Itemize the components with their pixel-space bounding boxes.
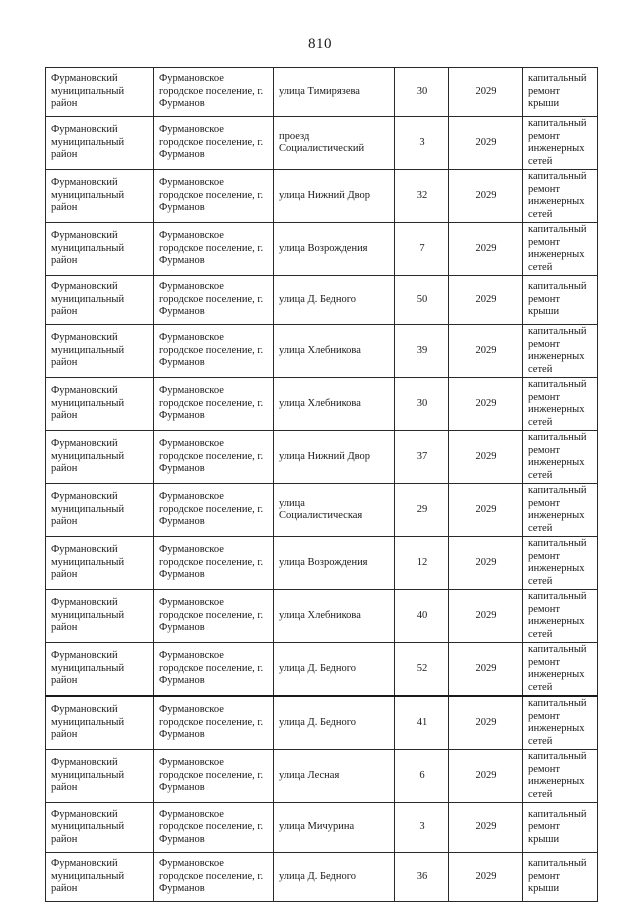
year-cell: 2029 xyxy=(449,484,523,537)
table-row xyxy=(46,325,598,378)
table-row xyxy=(46,590,598,643)
settlement-cell: Фурмановское городское поселение, г. Фурманов xyxy=(154,68,274,117)
house-number-cell: 7 xyxy=(395,223,449,276)
work-type-cell: капитальный ремонт инженерных сетей xyxy=(523,537,598,590)
street-cell: улица Нижний Двор xyxy=(274,431,395,484)
district-cell: Фурмановский муниципальный район xyxy=(46,696,154,750)
street-cell: улица Тимирязева xyxy=(274,68,395,117)
work-type-cell: капитальный ремонт инженерных сетей xyxy=(523,223,598,276)
district-cell: Фурмановский муниципальный район xyxy=(46,484,154,537)
street-cell: улица Д. Бедного xyxy=(274,643,395,697)
settlement-cell: Фурмановское городское поселение, г. Фурманов xyxy=(154,117,274,170)
house-number-cell: 12 xyxy=(395,537,449,590)
settlement-cell: Фурмановское городское поселение, г. Фурманов xyxy=(154,643,274,697)
district-cell: Фурмановский муниципальный район xyxy=(46,750,154,803)
year-cell: 2029 xyxy=(449,537,523,590)
table-row xyxy=(46,223,598,276)
house-number-cell: 40 xyxy=(395,590,449,643)
settlement-cell: Фурмановское городское поселение, г. Фурманов xyxy=(154,750,274,803)
year-cell: 2029 xyxy=(449,170,523,223)
table-row xyxy=(46,643,598,697)
district-cell: Фурмановский муниципальный район xyxy=(46,803,154,853)
district-cell: Фурмановский муниципальный район xyxy=(46,590,154,643)
house-number-cell: 36 xyxy=(395,853,449,902)
street-cell: улица Хлебникова xyxy=(274,378,395,431)
settlement-cell: Фурмановское городское поселение, г. Фурманов xyxy=(154,696,274,750)
district-cell: Фурмановский муниципальный район xyxy=(46,853,154,902)
settlement-cell: Фурмановское городское поселение, г. Фурманов xyxy=(154,170,274,223)
house-number-cell: 39 xyxy=(395,325,449,378)
street-cell: улица Хлебникова xyxy=(274,590,395,643)
district-cell: Фурмановский муниципальный район xyxy=(46,117,154,170)
district-cell: Фурмановский муниципальный район xyxy=(46,170,154,223)
house-number-cell: 29 xyxy=(395,484,449,537)
house-number-cell: 3 xyxy=(395,803,449,853)
district-cell: Фурмановский муниципальный район xyxy=(46,537,154,590)
street-cell: улица Д. Бедного xyxy=(274,696,395,750)
table-row xyxy=(46,853,598,902)
street-cell: улица Д. Бедного xyxy=(274,853,395,902)
year-cell: 2029 xyxy=(449,223,523,276)
house-number-cell: 32 xyxy=(395,170,449,223)
street-cell: улица Возрождения xyxy=(274,223,395,276)
page-number: 810 xyxy=(308,36,332,52)
table-row xyxy=(46,276,598,325)
work-type-cell: капитальный ремонт инженерных сетей xyxy=(523,431,598,484)
district-cell: Фурмановский муниципальный район xyxy=(46,431,154,484)
year-cell: 2029 xyxy=(449,803,523,853)
house-number-cell: 50 xyxy=(395,276,449,325)
street-cell: улица Д. Бедного xyxy=(274,276,395,325)
year-cell: 2029 xyxy=(449,325,523,378)
settlement-cell: Фурмановское городское поселение, г. Фурманов xyxy=(154,537,274,590)
street-cell: улица Возрождения xyxy=(274,537,395,590)
settlement-cell: Фурмановское городское поселение, г. Фурманов xyxy=(154,853,274,902)
year-cell: 2029 xyxy=(449,696,523,750)
table-row xyxy=(46,378,598,431)
settlement-cell: Фурмановское городское поселение, г. Фурманов xyxy=(154,223,274,276)
table-row xyxy=(46,537,598,590)
settlement-cell: Фурмановское городское поселение, г. Фурманов xyxy=(154,484,274,537)
settlement-cell: Фурмановское городское поселение, г. Фурманов xyxy=(154,325,274,378)
street-cell: улица Нижний Двор xyxy=(274,170,395,223)
district-cell: Фурмановский муниципальный район xyxy=(46,68,154,117)
district-cell: Фурмановский муниципальный район xyxy=(46,325,154,378)
table-row xyxy=(46,431,598,484)
work-type-cell: капитальный ремонт инженерных сетей xyxy=(523,378,598,431)
house-number-cell: 41 xyxy=(395,696,449,750)
table-row xyxy=(46,68,598,117)
table-row xyxy=(46,803,598,853)
settlement-cell: Фурмановское городское поселение, г. Фурманов xyxy=(154,590,274,643)
district-cell: Фурмановский муниципальный район xyxy=(46,378,154,431)
house-number-cell: 3 xyxy=(395,117,449,170)
table-row xyxy=(46,696,598,750)
house-number-cell: 30 xyxy=(395,68,449,117)
table-row xyxy=(46,170,598,223)
table-row xyxy=(46,750,598,803)
table-row xyxy=(46,484,598,537)
settlement-cell: Фурмановское городское поселение, г. Фурманов xyxy=(154,803,274,853)
work-type-cell: капитальный ремонт инженерных сетей xyxy=(523,325,598,378)
year-cell: 2029 xyxy=(449,431,523,484)
work-type-cell: капитальный ремонт крыши xyxy=(523,853,598,902)
settlement-cell: Фурмановское городское поселение, г. Фурманов xyxy=(154,378,274,431)
repair-schedule-table xyxy=(45,67,598,902)
house-number-cell: 6 xyxy=(395,750,449,803)
work-type-cell: капитальный ремонт инженерных сетей xyxy=(523,696,598,750)
house-number-cell: 52 xyxy=(395,643,449,697)
year-cell: 2029 xyxy=(449,853,523,902)
district-cell: Фурмановский муниципальный район xyxy=(46,643,154,697)
year-cell: 2029 xyxy=(449,276,523,325)
street-cell: улица Хлебникова xyxy=(274,325,395,378)
street-cell: проезд Социалистический xyxy=(274,117,395,170)
house-number-cell: 37 xyxy=(395,431,449,484)
street-cell: улица Лесная xyxy=(274,750,395,803)
settlement-cell: Фурмановское городское поселение, г. Фурманов xyxy=(154,431,274,484)
district-cell: Фурмановский муниципальный район xyxy=(46,276,154,325)
year-cell: 2029 xyxy=(449,750,523,803)
year-cell: 2029 xyxy=(449,590,523,643)
year-cell: 2029 xyxy=(449,378,523,431)
work-type-cell: капитальный ремонт крыши xyxy=(523,276,598,325)
year-cell: 2029 xyxy=(449,68,523,117)
work-type-cell: капитальный ремонт инженерных сетей xyxy=(523,750,598,803)
settlement-cell: Фурмановское городское поселение, г. Фурманов xyxy=(154,276,274,325)
work-type-cell: капитальный ремонт инженерных сетей xyxy=(523,170,598,223)
table-row xyxy=(46,117,598,170)
district-cell: Фурмановский муниципальный район xyxy=(46,223,154,276)
street-cell: улица Мичурина xyxy=(274,803,395,853)
work-type-cell: капитальный ремонт инженерных сетей xyxy=(523,590,598,643)
street-cell: улица Социалистическая xyxy=(274,484,395,537)
work-type-cell: капитальный ремонт крыши xyxy=(523,68,598,117)
work-type-cell: капитальный ремонт инженерных сетей xyxy=(523,643,598,697)
work-type-cell: капитальный ремонт инженерных сетей xyxy=(523,484,598,537)
work-type-cell: капитальный ремонт крыши xyxy=(523,803,598,853)
year-cell: 2029 xyxy=(449,117,523,170)
house-number-cell: 30 xyxy=(395,378,449,431)
work-type-cell: капитальный ремонт инженерных сетей xyxy=(523,117,598,170)
year-cell: 2029 xyxy=(449,643,523,697)
